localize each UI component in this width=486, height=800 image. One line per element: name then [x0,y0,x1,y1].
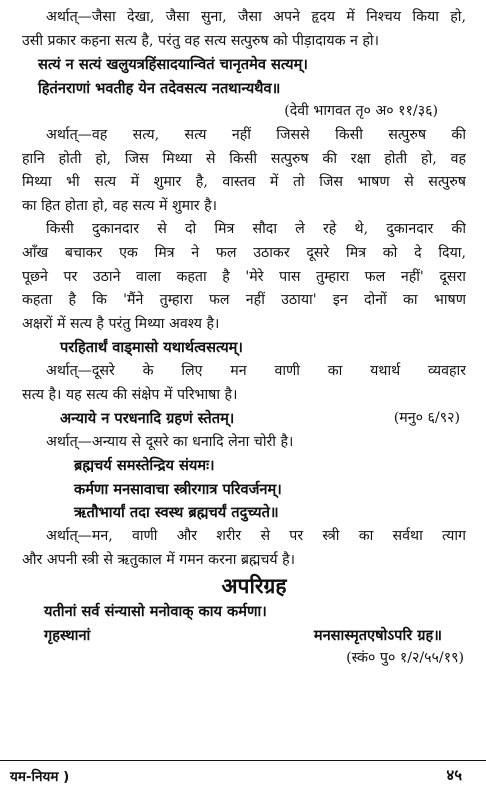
sanskrit-verse-part: गृहस्थानां [44,626,91,644]
text-line: आँख बचाकर एक मित्र ने फल उठाकर दूसरे मित्र को दे दिया, [22,244,466,261]
sanskrit-verse-line: अन्याये न परधनादि ग्रहणं स्तेतम्। [60,410,235,428]
verse-with-gap [22,624,466,648]
verse-with-reference [22,407,466,431]
text-line: सत्य है। यह सत्य की संक्षेप में परिभाषा है। [22,386,238,403]
sanskrit-verse-line: ऋतौभार्यां तदा स्वस्थ ब्रह्मचर्यं तदुच्यते॥ [74,504,279,522]
sanskrit-verse-line: यतीनां सर्व संन्यासो मनोवाक् काय कर्मणा। [44,603,267,621]
page-number: ४५ [446,766,462,784]
verse-reference: (देवी भागवत तृ० अ० ११/३६) [284,103,438,120]
text-line: कहता है कि 'मैंने तुम्हारा फल नहीं उठाया' इन दोनों का भाषण [22,292,466,309]
text-line: का हित होता हो, वह सत्य में शुमार है। [22,197,217,214]
text-line: अर्थात्—वह सत्य, सत्य नहीं जिससे किसी सत्पुरुष की [46,126,466,143]
text-line: अर्थात्—अन्याय से दूसरे का धनादि लेना चोरी है। [46,433,294,450]
page-footer [0,760,486,800]
sanskrit-verse-line: कर्मणा मनसावाचा स्त्रीरगात्र परिवर्जनम्। [74,480,282,498]
text-line: मिथ्या भी सत्य में शुमार है, वास्तव में तो जिस भाषण से सत्पुरुष [22,174,466,191]
text-line: उसी प्रकार कहना सत्य है, परंतु वह सत्य सत्पुरुष को पीड़ादायक न हो। [22,32,379,49]
text-line: अर्थात्—मन, वाणी और शरीर से पर स्त्री का सर्वथा त्याग [46,528,466,545]
text-line: किसी दुकानदार से दो मित्र सौदा ले रहे थे, दुकानदार की [46,221,466,238]
text-line: हानि होती हो, जिस मिथ्या से किसी सत्पुरुष की रक्षा होती हो, वह [22,150,466,167]
sanskrit-verse-part: मनसास्मृतएषोऽपरि ग्रह॥ [313,626,442,644]
sanskrit-verse-line: परहितार्थं वाड्मासो यथार्थत्वसत्यम्। [60,339,243,357]
text-line: अर्थात्—जैसा देखा, जैसा सुना, जैसा अपने हृदय में निश्चय किया हो, [46,9,466,25]
text-line: पूछने पर उठाने वाला कहता है 'मेरे पास तुम्हारा फल नहीं' दूसरा [22,268,466,285]
section-heading: अपरिग्रह [221,573,287,599]
sanskrit-verse-line: ब्रह्मचर्य समस्तेन्द्रिय संयमः। [74,457,215,475]
verse-reference: (स्कं० पु० १/२/५५/१९) [346,650,464,667]
sanskrit-verse-line: सत्यं न सत्यं खलुयत्रहिंसादयान्वितं चानृतमेव सत्यम्। [38,56,308,74]
sanskrit-verse-line: हितंनराणां भवतीह येन तदेवसत्य नतथान्यथैव॥ [38,79,281,97]
running-title: यम-नियम ) [10,769,70,785]
text-line: अक्षरों में सत्य है परंतु मिथ्या अवश्य है। [22,315,220,332]
verse-reference: (मनु० ६/९२) [393,410,460,427]
text-line: और अपनी स्त्री से ऋतुकाल में गमन करना ब्रह्मचर्य है। [22,551,296,568]
text-line: अर्थात्—दूसरे के लिए मन वाणी का यथार्थ व्यवहार [46,362,466,379]
